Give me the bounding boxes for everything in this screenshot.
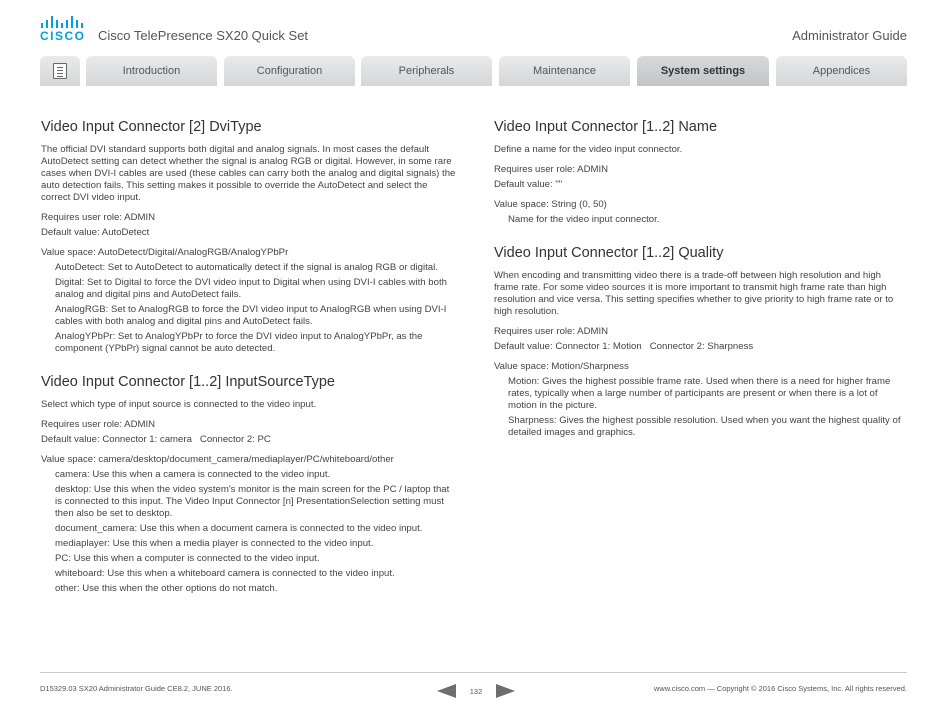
required-role: Requires user role: ADMIN [41, 419, 156, 430]
page-header [0, 0, 950, 52]
value-option: document_camera: Use this when a document camera is connected to the video input. [55, 523, 423, 534]
value-option: AnalogRGB: Set to AnalogRGB to force the DVI video input to AnalogRGB when using DVI-I cables with both analog and digital pins and AutoDetect fails. [55, 304, 447, 327]
document-id: D15329.03 SX20 Administrator Guide CE8.2, JUNE 2016. [40, 684, 233, 693]
default-value: Default value: "" [494, 179, 563, 190]
value-option: camera: Use this when a camera is connected to the video input. [55, 469, 331, 480]
value-space: Value space: String (0, 50) [494, 199, 607, 210]
tab-label: System settings [660, 65, 746, 77]
value-option: PC: Use this when a computer is connected to the video input. [55, 553, 320, 564]
section-heading: Video Input Connector [2] DviType [41, 119, 262, 135]
tab-peripherals[interactable] [361, 56, 492, 86]
name-section [494, 118, 906, 226]
required-role: Requires user role: ADMIN [494, 326, 609, 337]
product-title: Cisco TelePresence SX20 Quick Set [98, 28, 309, 43]
tab-maintenance[interactable] [499, 56, 630, 86]
section-description: Define a name for the video input connector. [494, 144, 683, 155]
left-column [41, 118, 456, 613]
cisco-logo-word: CISCO [40, 29, 86, 43]
default-value: Default value: Connector 1: Motion Connector 2: Sharpness [494, 341, 754, 352]
section-heading: Video Input Connector [1..2] Quality [494, 245, 724, 261]
required-role: Requires user role: ADMIN [41, 212, 156, 223]
required-role: Requires user role: ADMIN [494, 164, 609, 175]
guide-title: Administrator Guide [792, 28, 907, 43]
tab-introduction[interactable] [86, 56, 217, 86]
tab-label: Peripherals [398, 65, 455, 77]
table-of-contents-button[interactable] [40, 56, 80, 86]
section-heading: Video Input Connector [1..2] InputSourceType [41, 374, 335, 390]
value-option: Motion: Gives the highest possible frame rate. Used when there is a need for higher frame rates, typically when a large number of participants are present or when there is a lot of motion in the picture. [508, 376, 891, 411]
next-page-arrow-icon[interactable] [496, 684, 515, 698]
value-option: Sharpness: Gives the highest possible resolution. Used when you want the highest quality of detailed images and graphics. [508, 415, 901, 438]
value-option: other: Use this when the other options do not match. [55, 583, 278, 594]
page-navigator [437, 684, 515, 698]
value-space: Value space: AutoDetect/Digital/AnalogRGB/AnalogYPbPr [41, 247, 289, 258]
value-option: AutoDetect: Set to AutoDetect to automatically detect if the signal is analog RGB or digital. [55, 262, 438, 273]
value-space: Value space: camera/desktop/document_camera/mediaplayer/PC/whiteboard/other [41, 454, 394, 465]
inputsourcetype-section [41, 373, 456, 595]
section-heading: Video Input Connector [1..2] Name [494, 119, 718, 135]
default-value: Default value: Connector 1: camera Connector 2: PC [41, 434, 271, 445]
value-option: AnalogYPbPr: Set to AnalogYPbPr to force the DVI video input to AnalogYPbPr, as the component (YPbPr) signal cannot be auto detected. [55, 331, 423, 354]
value-option: Name for the video input connector. [508, 214, 660, 225]
copyright-notice: www.cisco.com — Copyright © 2016 Cisco Systems, Inc. All rights reserved. [653, 684, 907, 693]
tab-label: Introduction [122, 65, 181, 77]
value-option: mediaplayer: Use this when a media player is connected to the video input. [55, 538, 374, 549]
tab-label: Configuration [256, 65, 323, 77]
table-of-contents-icon [53, 63, 67, 79]
value-option: desktop: Use this when the video system's monitor is the main screen for the PC / laptop that is connected to this input. The Video Input Connector [n] PresentationSelection setting must then also be set to desktop. [55, 484, 450, 519]
value-option: Digital: Set to Digital to force the DVI video input to Digital when using DVI-I cables with both analog and digital pins and AutoDetect fails. [55, 277, 447, 300]
tab-system-settings[interactable] [637, 56, 769, 86]
value-space: Value space: Motion/Sharpness [494, 361, 629, 372]
default-value: Default value: AutoDetect [41, 227, 150, 238]
section-tabs [40, 56, 907, 86]
footer-divider [40, 672, 907, 673]
value-option: whiteboard: Use this when a whiteboard camera is connected to the video input. [55, 568, 395, 579]
cisco-logo-bars [41, 16, 86, 28]
previous-page-arrow-icon[interactable] [437, 684, 456, 698]
quality-section [494, 244, 906, 439]
section-description: When encoding and transmitting video there is a trade-off between high resolution and high frame rate. For some video sources it is more important to transmit high frame rate than high resolution and vice versa. This setting specifies whether to give priority to high frame rate or to high resolution. [494, 270, 894, 317]
page-number: 132 [469, 687, 483, 696]
right-column [494, 118, 906, 457]
tab-label: Maintenance [533, 65, 596, 77]
tab-configuration[interactable] [224, 56, 355, 86]
cisco-logo [40, 16, 86, 42]
tab-appendices[interactable] [776, 56, 907, 86]
dvitype-section [41, 118, 456, 355]
tab-label: Appendices [812, 65, 871, 77]
section-description: Select which type of input source is connected to the video input. [41, 399, 317, 410]
section-description: The official DVI standard supports both digital and analog signals. In most cases the default AutoDetect setting can detect whether the signal is analog RGB or digital. However, in some rare cases when DVI-I cables are used (these cables can carry both the analog and digital signals) the auto detection fails. This setting makes it possible to override the AutoDetect and select the correct DVI video input. [41, 144, 456, 203]
